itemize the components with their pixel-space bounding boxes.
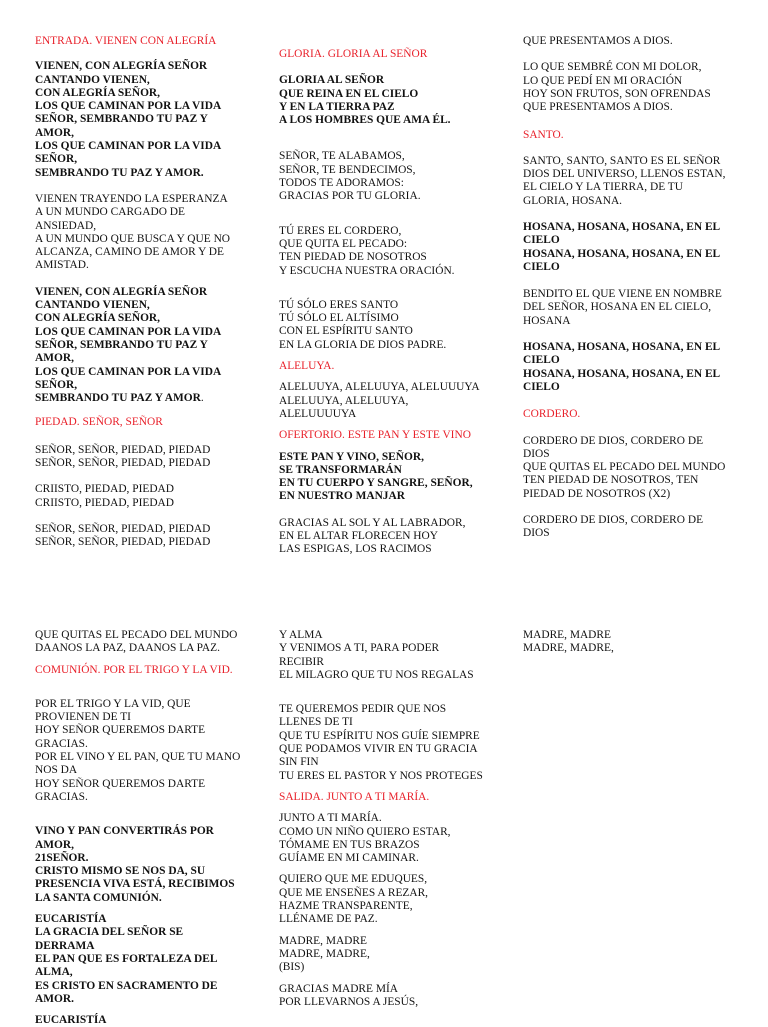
comunion-verse-1: POR EL TRIGO Y LA VID, QUE PROVIENEN DE TI HOY SEÑOR QUEREMOS DARTE GRACIAS. POR EL VINO Y EL PAN, QUE TU MANO NOS DA HOY SEÑOR QUEREMOS DARTE GRACIAS.	[35, 697, 241, 803]
cordero-ending: QUE QUITAS EL PECADO DEL MUNDO DAANOS LA PAZ, DAANOS LA PAZ.	[35, 629, 238, 655]
entrada-chorus-2-period: .	[200, 392, 204, 405]
entrada-chorus-2	[35, 286, 260, 406]
page2-column-1	[35, 629, 260, 1027]
ofertorio-verse-1: GRACIAS AL SOL Y AL LABRADOR, EN EL ALTAR FLORECEN HOY LAS ESPIGAS, LOS RACIMOS	[279, 516, 466, 556]
entrada-chorus-2-text: VIENEN, CON ALEGRÍA SEÑOR CANTANDO VIENEN, CON ALEGRÍA SEÑOR, LOS QUE CAMINAN POR LA VIDA SEÑOR, SEMBRANDO TU PAZ Y AMOR, LOS QUE CAMINAN POR LA VIDA SEÑOR, SEMBRANDO TU PAZ Y AMOR	[35, 285, 222, 405]
santo-hosana-2: HOSANA, HOSANA, HOSANA, EN EL CIELO HOSANA, HOSANA, HOSANA, EN EL CIELO	[523, 341, 721, 393]
comunion-continued-1: Y ALMA Y VENIMOS A TI, PARA PODER RECIBIR EL MILAGRO QUE TU NOS REGALAS	[279, 629, 474, 681]
ofertorio-continued-2: LO QUE SEMBRÉ CON MI DOLOR, LO QUE PEDÍ EN MI ORACIÓN HOY SON FRUTOS, SON OFRENDAS QUE PRESENTAMOS A DIOS.	[523, 61, 711, 114]
comunion-chorus-2: EUCARISTÍA LA GRACIA DEL SEÑOR SE DERRAMA EL PAN QUE ES FORTALEZA DEL ALMA, ES CRISTO EN SACRAMENTO DE AMOR.	[35, 913, 218, 1005]
comunion-title: COMUNIÓN. POR EL TRIGO Y LA VID.	[35, 663, 233, 676]
aleluya-text: ALELUUYA, ALELUUYA, ALELUUUYA ALELUUYA, ALELUUYA, ALELUUUUYA	[279, 381, 480, 420]
cordero-title: CORDERO.	[523, 408, 581, 421]
piedad-verse-3: SEÑOR, SEÑOR, PIEDAD, PIEDAD SEÑOR, SEÑOR, PIEDAD, PIEDAD	[35, 522, 211, 549]
page2-column-2	[279, 629, 504, 1009]
santo-verse-1: SANTO, SANTO, SANTO ES EL SEÑOR DIOS DEL UNIVERSO, LLENOS ESTAN, EL CIELO Y LA TIERRA, DE TU GLORIA, HOSANA.	[523, 154, 726, 207]
page1-column-2	[279, 48, 504, 557]
comunion-continued-2: TE QUEREMOS PEDIR QUE NOS LLENES DE TI QUE TU ESPÍRITU NOS GUÍE SIEMPRE QUE PODAMOS VIVIR EN TU GRACIA SIN FIN TU ERES EL PASTOR Y NOS PROTEGES	[279, 703, 483, 782]
cordero-verse-2: CORDERO DE DIOS, CORDERO DE DIOS	[523, 514, 704, 540]
salida-verse-3: GRACIAS MADRE MÍA POR LLEVARNOS A JESÚS,	[279, 982, 419, 1008]
comunion-cut-line: EUCARISTÍA	[35, 1014, 107, 1027]
page2-column-3	[523, 629, 748, 656]
piedad-title: PIEDAD. SEÑOR, SEÑOR	[35, 416, 163, 429]
entrada-verse: VIENEN TRAYENDO LA ESPERANZA A UN MUNDO CARGADO DE ANSIEDAD, A UN MUNDO QUE BUSCA Y QUE NO ALCANZA, CAMINO DE AMOR Y DE AMISTAD.	[35, 192, 231, 272]
gloria-verse-1: SEÑOR, TE ALABAMOS, SEÑOR, TE BENDECIMOS, TODOS TE ADORAMOS: GRACIAS POR TU GLORIA.	[279, 150, 421, 203]
aleluya-title: ALELUYA.	[279, 360, 335, 373]
gloria-verse-2: TÚ ERES EL CORDERO, QUE QUITA EL PECADO: TEN PIEDAD DE NOSOTROS Y ESCUCHA NUESTRA ORACIÓN.	[279, 224, 455, 277]
santo-title: SANTO.	[523, 129, 564, 142]
gloria-title: GLORIA. GLORIA AL SEÑOR	[279, 48, 428, 60]
ofertorio-continued-1: QUE PRESENTAMOS A DIOS.	[523, 35, 673, 47]
santo-hosana-1: HOSANA, HOSANA, HOSANA, EN EL CIELO HOSANA, HOSANA, HOSANA, EN EL CIELO	[523, 220, 721, 273]
salida-ending: MADRE, MADRE MADRE, MADRE,	[523, 629, 614, 655]
piedad-verse-2: CRIISTO, PIEDAD, PIEDAD CRIISTO, PIEDAD, PIEDAD	[35, 483, 175, 509]
page1-column-1	[35, 35, 260, 550]
salida-chorus: MADRE, MADRE MADRE, MADRE, (BIS)	[279, 934, 370, 974]
salida-verse-1: JUNTO A TI MARÍA. COMO UN NIÑO QUIERO ESTAR, TÓMAME EN TUS BRAZOS GUÍAME EN MI CAMINAR.	[279, 812, 451, 865]
comunion-chorus: VINO Y PAN CONVERTIRÁS POR AMOR, 21SEÑOR. CRISTO MISMO SE NOS DA, SU PRESENCIA VIVA ESTÁ, RECIBIMOS LA SANTA COMUNIÓN.	[35, 825, 235, 904]
santo-verse-2: BENDITO EL QUE VIENE EN NOMBRE DEL SEÑOR, HOSANA EN EL CIELO, HOSANA	[523, 288, 722, 327]
gloria-verse-3: TÚ SÓLO ERES SANTO TÚ SÓLO EL ALTÍSIMO CON EL ESPÍRITU SANTO EN LA GLORIA DE DIOS PADRE.	[279, 298, 447, 351]
ofertorio-title: OFERTORIO. ESTE PAN Y ESTE VINO	[279, 429, 471, 442]
gloria-chorus: GLORIA AL SEÑOR QUE REINA EN EL CIELO Y EN LA TIERRA PAZ A LOS HOMBRES QUE AMA ÉL.	[279, 74, 451, 127]
entrada-chorus-1: VIENEN, CON ALEGRÍA SEÑOR CANTANDO VIENEN, CON ALEGRÍA SEÑOR, LOS QUE CAMINAN POR LA VIDA SEÑOR, SEMBRANDO TU PAZ Y AMOR, LOS QUE CAMINAN POR LA VIDA SEÑOR, SEMBRANDO TU PAZ Y AMOR.	[35, 60, 222, 179]
page1-column-3	[523, 35, 748, 541]
ofertorio-chorus: ESTE PAN Y VINO, SEÑOR, SE TRANSFORMARÁN EN TU CUERPO Y SANGRE, SEÑOR, EN NUESTRO MANJAR	[279, 450, 473, 503]
entrada-title: ENTRADA. VIENEN CON ALEGRÍA	[35, 35, 217, 47]
piedad-verse-1: SEÑOR, SEÑOR, PIEDAD, PIEDAD SEÑOR, SEÑOR, PIEDAD, PIEDAD	[35, 443, 211, 470]
cordero-verse-1: CORDERO DE DIOS, CORDERO DE DIOS QUE QUITAS EL PECADO DEL MUNDO TEN PIEDAD DE NOSOTROS, TEN PIEDAD DE NOSOTROS (X2)	[523, 434, 726, 500]
salida-title: SALIDA. JUNTO A TI MARÍA.	[279, 790, 430, 803]
salida-verse-2: QUIERO QUE ME EDUQUES, QUE ME ENSEÑES A REZAR, HAZME TRANSPARENTE, LLÉNAME DE PAZ.	[279, 873, 429, 926]
